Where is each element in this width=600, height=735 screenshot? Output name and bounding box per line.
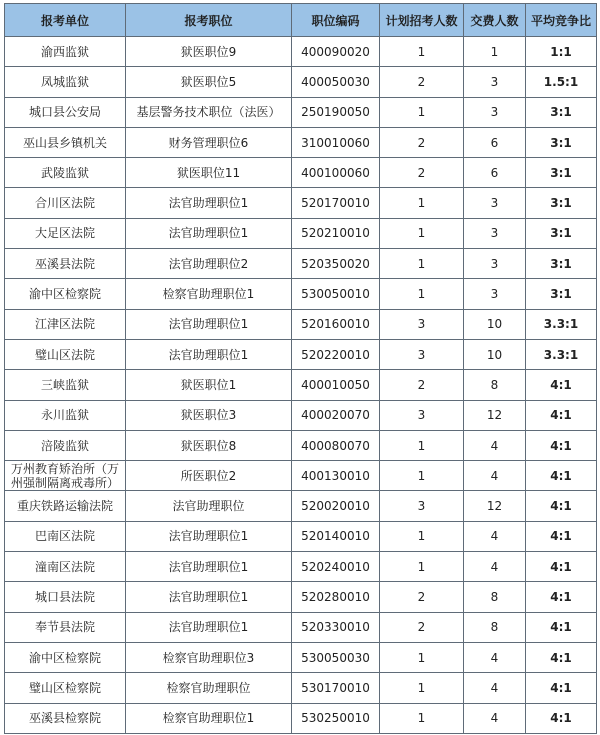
table-row — [5, 612, 597, 642]
cell-unit: 巫溪县法院 — [5, 249, 126, 279]
table-row — [5, 309, 597, 339]
cell-position-code: 520240010 — [292, 552, 380, 582]
cell-competition-ratio: 4:1 — [526, 400, 597, 430]
cell-position: 狱医职位9 — [126, 37, 292, 67]
cell-competition-ratio: 4:1 — [526, 521, 597, 551]
cell-position-code: 520280010 — [292, 582, 380, 612]
cell-paid-count: 4 — [464, 521, 526, 551]
cell-paid-count: 10 — [464, 309, 526, 339]
cell-planned-count: 1 — [380, 97, 464, 127]
cell-position: 法官助理职位1 — [126, 582, 292, 612]
table-row — [5, 430, 597, 460]
cell-position: 法官助理职位1 — [126, 218, 292, 248]
cell-planned-count: 1 — [380, 249, 464, 279]
cell-position-code: 530050010 — [292, 279, 380, 309]
cell-competition-ratio: 3:1 — [526, 249, 597, 279]
cell-position-code: 310010060 — [292, 127, 380, 157]
cell-paid-count: 3 — [464, 67, 526, 97]
cell-unit: 城口县公安局 — [5, 97, 126, 127]
cell-planned-count: 1 — [380, 218, 464, 248]
table-row — [5, 279, 597, 309]
table-row — [5, 97, 597, 127]
cell-unit: 万州教育矫治所（万州强制隔离戒毒所） — [5, 461, 126, 491]
cell-position: 法官助理职位1 — [126, 612, 292, 642]
cell-paid-count: 12 — [464, 491, 526, 521]
table-body — [5, 37, 597, 734]
cell-planned-count: 1 — [380, 703, 464, 733]
cell-paid-count: 6 — [464, 158, 526, 188]
cell-paid-count: 3 — [464, 218, 526, 248]
cell-position: 所医职位2 — [126, 461, 292, 491]
cell-unit: 涪陵监狱 — [5, 430, 126, 460]
cell-competition-ratio: 4:1 — [526, 461, 597, 491]
cell-position-code: 400100060 — [292, 158, 380, 188]
cell-planned-count: 1 — [380, 552, 464, 582]
table-row — [5, 127, 597, 157]
cell-paid-count: 8 — [464, 612, 526, 642]
cell-unit: 巴南区法院 — [5, 521, 126, 551]
header-position-code: 职位编码 — [292, 4, 380, 37]
cell-position: 法官助理职位1 — [126, 521, 292, 551]
cell-planned-count: 1 — [380, 279, 464, 309]
cell-paid-count: 3 — [464, 279, 526, 309]
cell-position: 法官助理职位1 — [126, 552, 292, 582]
table-row — [5, 218, 597, 248]
cell-position: 法官助理职位1 — [126, 339, 292, 369]
cell-paid-count: 4 — [464, 642, 526, 672]
table-row — [5, 249, 597, 279]
cell-position: 财务管理职位6 — [126, 127, 292, 157]
cell-position: 狱医职位8 — [126, 430, 292, 460]
table-row — [5, 552, 597, 582]
cell-competition-ratio: 4:1 — [526, 703, 597, 733]
table-row — [5, 461, 597, 491]
cell-position-code: 530250010 — [292, 703, 380, 733]
cell-position: 法官助理职位 — [126, 491, 292, 521]
table-row — [5, 673, 597, 703]
cell-position-code: 530170010 — [292, 673, 380, 703]
cell-planned-count: 2 — [380, 158, 464, 188]
cell-planned-count: 1 — [380, 673, 464, 703]
cell-planned-count: 1 — [380, 642, 464, 672]
cell-planned-count: 3 — [380, 491, 464, 521]
cell-unit: 渝中区检察院 — [5, 279, 126, 309]
cell-paid-count: 10 — [464, 339, 526, 369]
cell-planned-count: 2 — [380, 127, 464, 157]
cell-position-code: 250190050 — [292, 97, 380, 127]
cell-unit: 凤城监狱 — [5, 67, 126, 97]
cell-unit: 巫溪县检察院 — [5, 703, 126, 733]
cell-competition-ratio: 4:1 — [526, 673, 597, 703]
cell-position: 基层警务技术职位（法医） — [126, 97, 292, 127]
cell-unit: 江津区法院 — [5, 309, 126, 339]
cell-competition-ratio: 4:1 — [526, 642, 597, 672]
cell-position: 检察官助理职位1 — [126, 703, 292, 733]
cell-competition-ratio: 4:1 — [526, 612, 597, 642]
cell-position: 法官助理职位1 — [126, 309, 292, 339]
cell-paid-count: 8 — [464, 370, 526, 400]
cell-competition-ratio: 3.3:1 — [526, 309, 597, 339]
cell-paid-count: 4 — [464, 461, 526, 491]
cell-position-code: 520210010 — [292, 218, 380, 248]
table-row — [5, 400, 597, 430]
cell-paid-count: 4 — [464, 703, 526, 733]
cell-competition-ratio: 3:1 — [526, 218, 597, 248]
cell-position-code: 400020070 — [292, 400, 380, 430]
table-row — [5, 642, 597, 672]
cell-position: 狱医职位3 — [126, 400, 292, 430]
cell-planned-count: 2 — [380, 612, 464, 642]
table-row — [5, 158, 597, 188]
cell-position-code: 520170010 — [292, 188, 380, 218]
cell-competition-ratio: 1:1 — [526, 37, 597, 67]
cell-paid-count: 12 — [464, 400, 526, 430]
table-row — [5, 339, 597, 369]
cell-competition-ratio: 3:1 — [526, 127, 597, 157]
table-row — [5, 491, 597, 521]
cell-competition-ratio: 3.3:1 — [526, 339, 597, 369]
cell-unit: 渝中区检察院 — [5, 642, 126, 672]
cell-competition-ratio: 3:1 — [526, 97, 597, 127]
cell-position-code: 520140010 — [292, 521, 380, 551]
cell-position: 狱医职位5 — [126, 67, 292, 97]
table-row — [5, 370, 597, 400]
header-paid-count: 交费人数 — [464, 4, 526, 37]
cell-position-code: 400130010 — [292, 461, 380, 491]
cell-position-code: 530050030 — [292, 642, 380, 672]
cell-paid-count: 3 — [464, 97, 526, 127]
cell-unit: 璧山区法院 — [5, 339, 126, 369]
cell-paid-count: 4 — [464, 430, 526, 460]
competition-ratio-table — [4, 3, 597, 734]
table-row — [5, 67, 597, 97]
cell-unit: 潼南区法院 — [5, 552, 126, 582]
cell-unit: 永川监狱 — [5, 400, 126, 430]
cell-unit: 城口县法院 — [5, 582, 126, 612]
cell-unit: 武陵监狱 — [5, 158, 126, 188]
cell-position: 法官助理职位1 — [126, 188, 292, 218]
cell-unit: 璧山区检察院 — [5, 673, 126, 703]
header-unit: 报考单位 — [5, 4, 126, 37]
header-position: 报考职位 — [126, 4, 292, 37]
cell-position-code: 400080070 — [292, 430, 380, 460]
cell-position-code: 520350020 — [292, 249, 380, 279]
cell-competition-ratio: 4:1 — [526, 491, 597, 521]
table-row — [5, 188, 597, 218]
table-header-row — [5, 4, 597, 37]
cell-planned-count: 1 — [380, 188, 464, 218]
cell-competition-ratio: 4:1 — [526, 582, 597, 612]
cell-planned-count: 3 — [380, 400, 464, 430]
cell-paid-count: 4 — [464, 552, 526, 582]
cell-planned-count: 2 — [380, 370, 464, 400]
cell-position-code: 520160010 — [292, 309, 380, 339]
cell-planned-count: 1 — [380, 461, 464, 491]
cell-position: 狱医职位11 — [126, 158, 292, 188]
cell-paid-count: 3 — [464, 249, 526, 279]
cell-position: 法官助理职位2 — [126, 249, 292, 279]
cell-position: 狱医职位1 — [126, 370, 292, 400]
cell-planned-count: 2 — [380, 582, 464, 612]
cell-planned-count: 1 — [380, 37, 464, 67]
cell-position-code: 400090020 — [292, 37, 380, 67]
cell-position: 检察官助理职位 — [126, 673, 292, 703]
cell-unit: 合川区法院 — [5, 188, 126, 218]
cell-position: 检察官助理职位1 — [126, 279, 292, 309]
cell-unit: 巫山县乡镇机关 — [5, 127, 126, 157]
cell-unit: 奉节县法院 — [5, 612, 126, 642]
cell-unit: 渝西监狱 — [5, 37, 126, 67]
cell-position-code: 520330010 — [292, 612, 380, 642]
cell-competition-ratio: 4:1 — [526, 430, 597, 460]
cell-planned-count: 3 — [380, 339, 464, 369]
cell-competition-ratio: 3:1 — [526, 158, 597, 188]
cell-competition-ratio: 1.5:1 — [526, 67, 597, 97]
cell-planned-count: 3 — [380, 309, 464, 339]
cell-unit: 大足区法院 — [5, 218, 126, 248]
cell-competition-ratio: 4:1 — [526, 370, 597, 400]
cell-paid-count: 8 — [464, 582, 526, 612]
table-row — [5, 582, 597, 612]
cell-paid-count: 6 — [464, 127, 526, 157]
cell-paid-count: 4 — [464, 673, 526, 703]
cell-planned-count: 2 — [380, 67, 464, 97]
cell-position-code: 520020010 — [292, 491, 380, 521]
cell-position-code: 520220010 — [292, 339, 380, 369]
header-planned-count: 计划招考人数 — [380, 4, 464, 37]
cell-position-code: 400050030 — [292, 67, 380, 97]
cell-paid-count: 3 — [464, 188, 526, 218]
cell-unit: 三峡监狱 — [5, 370, 126, 400]
table-row — [5, 521, 597, 551]
header-competition-ratio: 平均竞争比 — [526, 4, 597, 37]
cell-planned-count: 1 — [380, 521, 464, 551]
table-row — [5, 37, 597, 67]
cell-competition-ratio: 3:1 — [526, 279, 597, 309]
cell-competition-ratio: 3:1 — [526, 188, 597, 218]
cell-unit: 重庆铁路运输法院 — [5, 491, 126, 521]
cell-paid-count: 1 — [464, 37, 526, 67]
cell-position: 检察官助理职位3 — [126, 642, 292, 672]
cell-position-code: 400010050 — [292, 370, 380, 400]
cell-competition-ratio: 4:1 — [526, 552, 597, 582]
cell-planned-count: 1 — [380, 430, 464, 460]
table-row — [5, 703, 597, 733]
